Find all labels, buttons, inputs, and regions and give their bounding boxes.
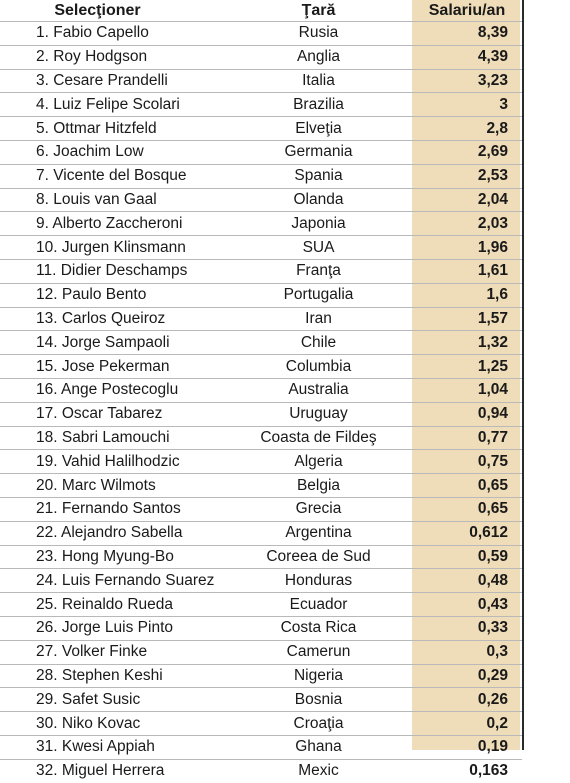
salary-cell: 0,94 xyxy=(412,402,522,426)
salary-cell: 1,96 xyxy=(412,236,522,260)
country-cell: Coasta de Fildeş xyxy=(225,426,412,450)
table-row xyxy=(0,450,522,474)
table-row xyxy=(0,22,522,46)
coach-name-cell: 8. Louis van Gaal xyxy=(0,188,225,212)
table-row xyxy=(0,236,522,260)
header-row xyxy=(0,0,522,22)
salary-cell: 0,65 xyxy=(412,474,522,498)
coach-name-cell: 24. Luis Fernando Suarez xyxy=(0,569,225,593)
table-row xyxy=(0,93,522,117)
country-cell: Olanda xyxy=(225,188,412,212)
country-cell: Ghana xyxy=(225,735,412,759)
salary-cell: 1,61 xyxy=(412,259,522,283)
coach-name-cell: 7. Vicente del Bosque xyxy=(0,164,225,188)
country-cell: Bosnia xyxy=(225,688,412,712)
salary-cell: 0,2 xyxy=(412,712,522,736)
table-row xyxy=(0,259,522,283)
country-cell: Rusia xyxy=(225,22,412,46)
coach-name-cell: 1. Fabio Capello xyxy=(0,22,225,46)
salary-cell: 0,77 xyxy=(412,426,522,450)
country-cell: Germania xyxy=(225,140,412,164)
country-cell: Nigeria xyxy=(225,664,412,688)
table-row xyxy=(0,688,522,712)
country-cell: Belgia xyxy=(225,474,412,498)
country-cell: Franţa xyxy=(225,259,412,283)
coach-name-cell: 32. Miguel Herrera xyxy=(0,759,225,782)
coach-name-cell: 5. Ottmar Hitzfeld xyxy=(0,117,225,141)
table-row xyxy=(0,593,522,617)
table-header xyxy=(0,0,522,22)
table-row xyxy=(0,569,522,593)
table-row xyxy=(0,759,522,782)
table-row xyxy=(0,331,522,355)
salary-cell: 1,04 xyxy=(412,378,522,402)
table-row xyxy=(0,378,522,402)
salary-cell: 0,59 xyxy=(412,545,522,569)
salary-cell: 4,39 xyxy=(412,45,522,69)
table-row xyxy=(0,735,522,759)
table-row xyxy=(0,164,522,188)
salary-cell: 2,04 xyxy=(412,188,522,212)
column-header-salary: Salariu/an xyxy=(428,1,506,19)
table-row xyxy=(0,117,522,141)
coach-name-cell: 29. Safet Susic xyxy=(0,688,225,712)
table-body xyxy=(0,22,522,783)
table-row xyxy=(0,140,522,164)
salary-cell: 2,69 xyxy=(412,140,522,164)
country-cell: Grecia xyxy=(225,497,412,521)
right-border-rule xyxy=(522,0,524,750)
country-cell: Camerun xyxy=(225,640,412,664)
country-cell: Brazilia xyxy=(225,93,412,117)
salary-cell: 1,32 xyxy=(412,331,522,355)
coach-name-cell: 21. Fernando Santos xyxy=(0,497,225,521)
table-row xyxy=(0,640,522,664)
table-row xyxy=(0,426,522,450)
coach-name-cell: 13. Carlos Queiroz xyxy=(0,307,225,331)
salary-cell: 1,57 xyxy=(412,307,522,331)
table-row xyxy=(0,497,522,521)
table-row xyxy=(0,402,522,426)
table-row xyxy=(0,355,522,379)
table-row xyxy=(0,307,522,331)
table-row xyxy=(0,545,522,569)
country-cell: Elveţia xyxy=(225,117,412,141)
country-cell: Australia xyxy=(225,378,412,402)
country-cell: Honduras xyxy=(225,569,412,593)
salary-cell: 8,39 xyxy=(412,22,522,46)
salary-cell: 0,19 xyxy=(412,735,522,759)
country-cell: Portugalia xyxy=(225,283,412,307)
salary-cell: 3 xyxy=(412,93,522,117)
coach-name-cell: 23. Hong Myung-Bo xyxy=(0,545,225,569)
table-row xyxy=(0,712,522,736)
coach-name-cell: 30. Niko Kovac xyxy=(0,712,225,736)
table-row xyxy=(0,474,522,498)
salary-cell: 0,26 xyxy=(412,688,522,712)
country-cell: Algeria xyxy=(225,450,412,474)
coach-name-cell: 16. Ange Postecoglu xyxy=(0,378,225,402)
country-cell: Uruguay xyxy=(225,402,412,426)
salary-cell: 0,48 xyxy=(412,569,522,593)
salary-cell: 1,25 xyxy=(412,355,522,379)
country-cell: Italia xyxy=(225,69,412,93)
country-cell: Croaţia xyxy=(225,712,412,736)
coach-name-cell: 9. Alberto Zaccheroni xyxy=(0,212,225,236)
salary-cell: 0,3 xyxy=(412,640,522,664)
salary-cell: 2,53 xyxy=(412,164,522,188)
salary-cell: 0,65 xyxy=(412,497,522,521)
salary-cell: 0,612 xyxy=(412,521,522,545)
salary-cell: 0,43 xyxy=(412,593,522,617)
salary-cell: 0,33 xyxy=(412,616,522,640)
salary-cell: 0,163 xyxy=(412,759,522,782)
table-row xyxy=(0,664,522,688)
table-row xyxy=(0,45,522,69)
country-cell: Ecuador xyxy=(225,593,412,617)
coach-name-cell: 10. Jurgen Klinsmann xyxy=(0,236,225,260)
table-row xyxy=(0,188,522,212)
coach-name-cell: 22. Alejandro Sabella xyxy=(0,521,225,545)
coach-name-cell: 27. Volker Finke xyxy=(0,640,225,664)
coach-name-cell: 12. Paulo Bento xyxy=(0,283,225,307)
column-header-country: Ţară xyxy=(301,1,336,19)
country-cell: Japonia xyxy=(225,212,412,236)
table-row xyxy=(0,616,522,640)
coach-name-cell: 14. Jorge Sampaoli xyxy=(0,331,225,355)
coach-name-cell: 20. Marc Wilmots xyxy=(0,474,225,498)
coach-name-cell: 2. Roy Hodgson xyxy=(0,45,225,69)
country-cell: SUA xyxy=(225,236,412,260)
salary-cell: 3,23 xyxy=(412,69,522,93)
coach-name-cell: 6. Joachim Low xyxy=(0,140,225,164)
salary-cell: 2,03 xyxy=(412,212,522,236)
coach-name-cell: 15. Jose Pekerman xyxy=(0,355,225,379)
coach-name-cell: 25. Reinaldo Rueda xyxy=(0,593,225,617)
salary-cell: 2,8 xyxy=(412,117,522,141)
country-cell: Mexic xyxy=(225,759,412,782)
coach-name-cell: 28. Stephen Keshi xyxy=(0,664,225,688)
coach-name-cell: 19. Vahid Halilhodzic xyxy=(0,450,225,474)
country-cell: Coreea de Sud xyxy=(225,545,412,569)
salary-cell: 1,6 xyxy=(412,283,522,307)
coach-name-cell: 11. Didier Deschamps xyxy=(0,259,225,283)
table-row xyxy=(0,69,522,93)
country-cell: Anglia xyxy=(225,45,412,69)
coach-name-cell: 3. Cesare Prandelli xyxy=(0,69,225,93)
country-cell: Iran xyxy=(225,307,412,331)
coach-name-cell: 17. Oscar Tabarez xyxy=(0,402,225,426)
country-cell: Spania xyxy=(225,164,412,188)
salary-cell: 0,29 xyxy=(412,664,522,688)
coach-name-cell: 4. Luiz Felipe Scolari xyxy=(0,93,225,117)
table-row xyxy=(0,521,522,545)
salary-cell: 0,75 xyxy=(412,450,522,474)
country-cell: Chile xyxy=(225,331,412,355)
country-cell: Argentina xyxy=(225,521,412,545)
coach-name-cell: 18. Sabri Lamouchi xyxy=(0,426,225,450)
country-cell: Columbia xyxy=(225,355,412,379)
table-row xyxy=(0,283,522,307)
coach-name-cell: 26. Jorge Luis Pinto xyxy=(0,616,225,640)
column-header-coach: Selecţioner xyxy=(54,1,141,19)
table-row xyxy=(0,212,522,236)
country-cell: Costa Rica xyxy=(225,616,412,640)
coach-name-cell: 31. Kwesi Appiah xyxy=(0,735,225,759)
